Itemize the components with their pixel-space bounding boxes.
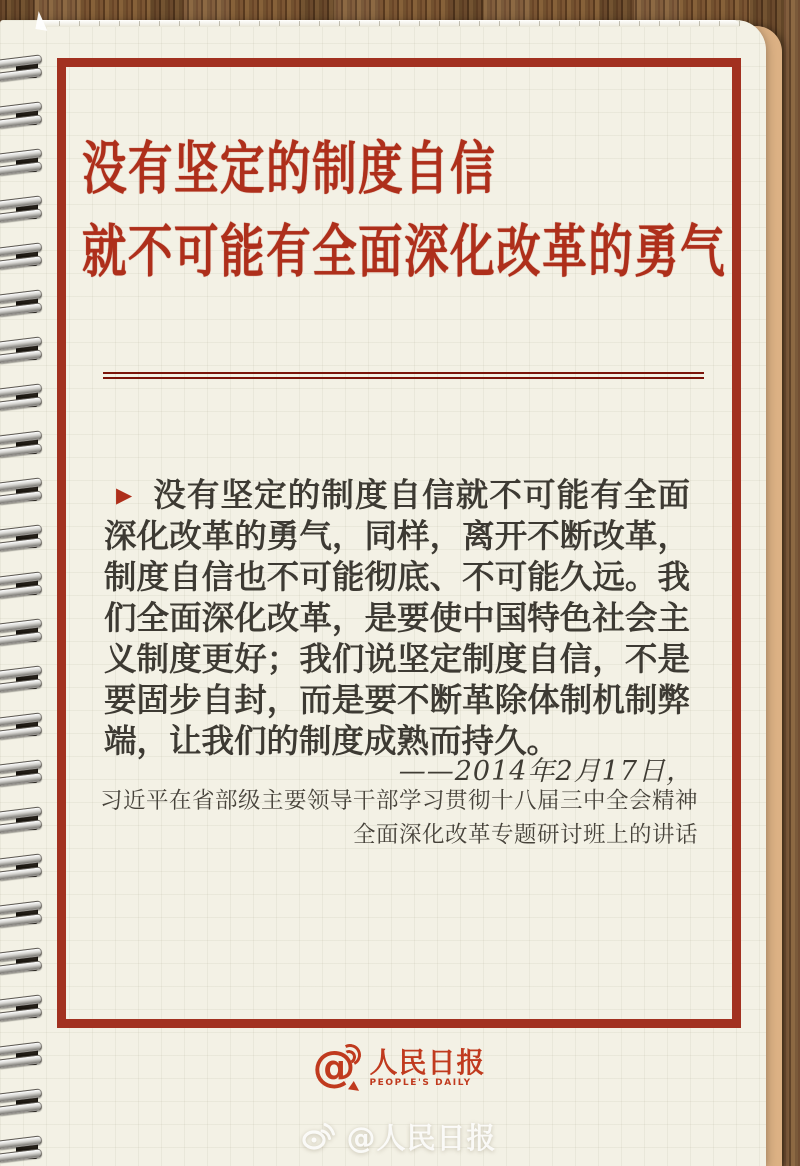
- spiral-ring: [0, 432, 43, 459]
- spiral-ring: [0, 56, 43, 83]
- weibo-icon: [301, 1120, 337, 1152]
- spiral-ring: [0, 1090, 43, 1117]
- spiral-ring: [0, 808, 43, 835]
- quote-paragraph: [104, 474, 690, 761]
- spiral-ring: [0, 291, 43, 318]
- weibo-watermark: [57, 1116, 741, 1156]
- headline: [82, 128, 726, 294]
- spiral-ring: [0, 949, 43, 976]
- spiral-ring: [0, 338, 43, 365]
- page-stack-edge: [40, 20, 740, 27]
- attribution-source-line2: 全面深化改革专题研讨班上的讲话: [352, 822, 698, 848]
- spiral-ring: [0, 620, 43, 647]
- spiral-ring: [0, 1137, 43, 1164]
- at-megaphone-icon: [312, 1044, 362, 1092]
- logo-english-name: PEOPLE'S DAILY: [369, 1078, 472, 1089]
- spiral-ring: [0, 573, 43, 600]
- quote-text: 没有坚定的制度自信就不可能有全面深化改革的勇气，同样，离开不断改革，制度自信也不可能彻底、不可能久远。我们全面深化改革，是要使中国特色社会主义制度更好；我们说坚定制度自信，不是要固步自封，而是要不断革除体制机制弊端，让我们的制度成熟而持久。: [104, 474, 690, 760]
- attribution-date: ——2014年2月17日，: [398, 756, 694, 787]
- headline-line1: 没有坚定的制度自信: [82, 136, 497, 202]
- spiral-ring: [0, 150, 43, 177]
- spiral-binding: [0, 0, 47, 1166]
- weibo-handle: @人民日报: [346, 1120, 497, 1155]
- triangle-bullet-icon: ▶: [116, 482, 134, 507]
- spiral-ring: [0, 526, 43, 553]
- logo-chinese-name: 人民日报: [369, 1045, 486, 1079]
- spiral-ring: [0, 996, 43, 1023]
- headline-line2: 就不可能有全面深化改革的勇气: [82, 219, 727, 285]
- spiral-ring: [0, 714, 43, 741]
- spiral-ring: [0, 103, 43, 130]
- peoples-daily-logo: [57, 1042, 741, 1094]
- spiral-ring: [0, 855, 43, 882]
- spiral-ring: [0, 479, 43, 506]
- double-rule-divider: [103, 372, 704, 379]
- spiral-ring: [0, 902, 43, 929]
- spiral-ring: [0, 385, 43, 412]
- spiral-ring: [0, 244, 43, 271]
- attribution-source-line1: 习近平在省部级主要领导干部学习贯彻十八届三中全会精神: [99, 788, 698, 814]
- spiral-ring: [0, 667, 43, 694]
- spiral-ring: [0, 761, 43, 788]
- spiral-ring: [0, 197, 43, 224]
- at-symbol: @: [312, 1042, 356, 1092]
- logo-wordmark: [369, 1045, 486, 1089]
- spiral-ring: [0, 1043, 43, 1070]
